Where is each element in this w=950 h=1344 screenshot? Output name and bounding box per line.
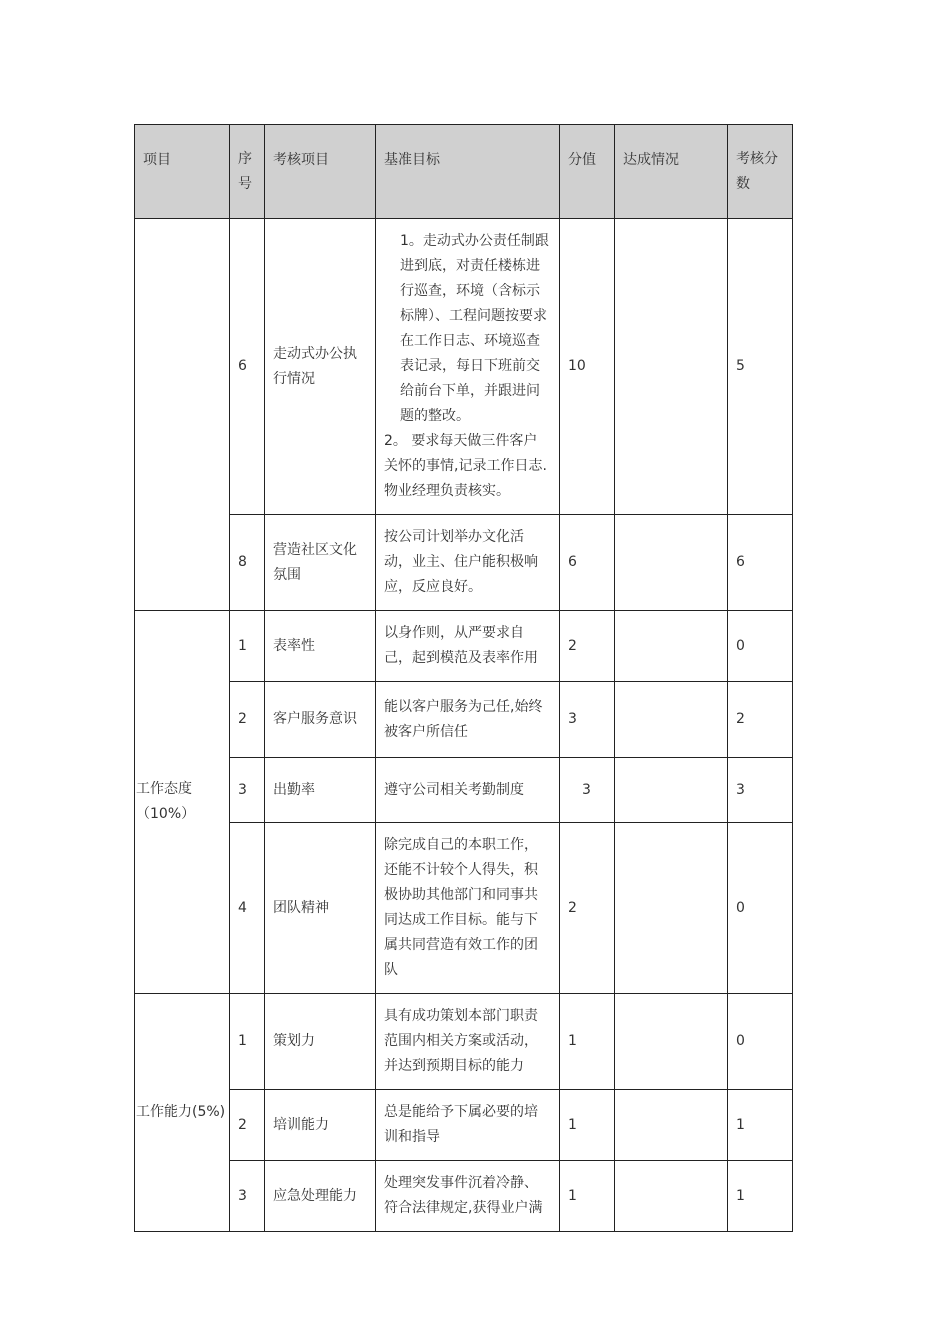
benchmark-target: 总是能给予下属必要的培训和指导 (376, 1090, 560, 1161)
achievement-cell (615, 1161, 728, 1232)
row-number: 3 (230, 1161, 265, 1232)
row-number: 1 (230, 994, 265, 1090)
header-score: 考核分数 (728, 125, 793, 219)
points-value: 1 (560, 1161, 615, 1232)
assessment-item: 出勤率 (265, 758, 376, 823)
score-value: 0 (728, 823, 793, 994)
header-achievement: 达成情况 (615, 125, 728, 219)
row-number: 4 (230, 823, 265, 994)
table-row (135, 611, 793, 682)
row-number: 6 (230, 219, 265, 515)
header-target: 基准目标 (376, 125, 560, 219)
benchmark-target: 处理突发事件沉着冷静、符合法律规定,获得业户满 (376, 1161, 560, 1232)
category-cell: 工作能力(5%) (135, 994, 230, 1232)
benchmark-target: 除完成自己的本职工作，还能不计较个人得失，积极协助其他部门和同事共同达成工作目标。能与下属共同营造有效工作的团队 (376, 823, 560, 994)
row-number: 3 (230, 758, 265, 823)
achievement-cell (615, 515, 728, 611)
table-row (135, 994, 793, 1090)
score-value: 2 (728, 682, 793, 758)
points-value: 1 (560, 1090, 615, 1161)
category-cell (135, 219, 230, 611)
points-value: 1 (560, 994, 615, 1090)
benchmark-target (376, 219, 560, 515)
table-row (135, 1161, 793, 1232)
assessment-item: 培训能力 (265, 1090, 376, 1161)
header-points: 分值 (560, 125, 615, 219)
score-value: 1 (728, 1161, 793, 1232)
benchmark-target: 遵守公司相关考勤制度 (376, 758, 560, 823)
header-row (135, 125, 793, 219)
table-row (135, 219, 793, 515)
points-value: 10 (560, 219, 615, 515)
score-value: 5 (728, 219, 793, 515)
achievement-cell (615, 611, 728, 682)
target-part-2: 2。 要求每天做三件客户关怀的事情,记录工作日志.物业经理负责核实。 (384, 433, 547, 499)
header-category: 项目 (135, 125, 230, 219)
table-row (135, 758, 793, 823)
table-row (135, 1090, 793, 1161)
score-value: 3 (728, 758, 793, 823)
assessment-item: 客户服务意识 (265, 682, 376, 758)
row-number: 2 (230, 682, 265, 758)
assessment-item: 应急处理能力 (265, 1161, 376, 1232)
header-number: 序号 (230, 125, 265, 219)
score-value: 0 (728, 994, 793, 1090)
achievement-cell (615, 219, 728, 515)
assessment-item: 表率性 (265, 611, 376, 682)
score-value: 0 (728, 611, 793, 682)
assessment-item: 团队精神 (265, 823, 376, 994)
score-value: 1 (728, 1090, 793, 1161)
score-value: 6 (728, 515, 793, 611)
category-cell: 工作态度（10%） (135, 611, 230, 994)
table-row (135, 823, 793, 994)
row-number: 8 (230, 515, 265, 611)
header-item: 考核项目 (265, 125, 376, 219)
row-number: 2 (230, 1090, 265, 1161)
assessment-item: 营造社区文化氛围 (265, 515, 376, 611)
achievement-cell (615, 1090, 728, 1161)
points-value: 2 (560, 611, 615, 682)
points-value: 3 (560, 758, 615, 823)
benchmark-target: 以身作则，从严要求自己，起到模范及表率作用 (376, 611, 560, 682)
assessment-item: 走动式办公执行情况 (265, 219, 376, 515)
achievement-cell (615, 994, 728, 1090)
table-row (135, 682, 793, 758)
assessment-item: 策划力 (265, 994, 376, 1090)
assessment-table (134, 124, 793, 1232)
target-part-1: 1。走动式办公责任制跟进到底，对责任楼栋进行巡查，环境（含标示标牌）、工程问题按要求在工作日志、环境巡查表记录，每日下班前交给前台下单，并跟进问题的整改。 (400, 233, 549, 424)
points-value: 3 (560, 682, 615, 758)
benchmark-target: 能以客户服务为己任,始终被客户所信任 (376, 682, 560, 758)
benchmark-target: 按公司计划举办文化活动，业主、住户能积极响应，反应良好。 (376, 515, 560, 611)
achievement-cell (615, 758, 728, 823)
points-value: 2 (560, 823, 615, 994)
row-number: 1 (230, 611, 265, 682)
achievement-cell (615, 682, 728, 758)
benchmark-target: 具有成功策划本部门职责范围内相关方案或活动，并达到预期目标的能力 (376, 994, 560, 1090)
points-value: 6 (560, 515, 615, 611)
achievement-cell (615, 823, 728, 994)
table-row (135, 515, 793, 611)
